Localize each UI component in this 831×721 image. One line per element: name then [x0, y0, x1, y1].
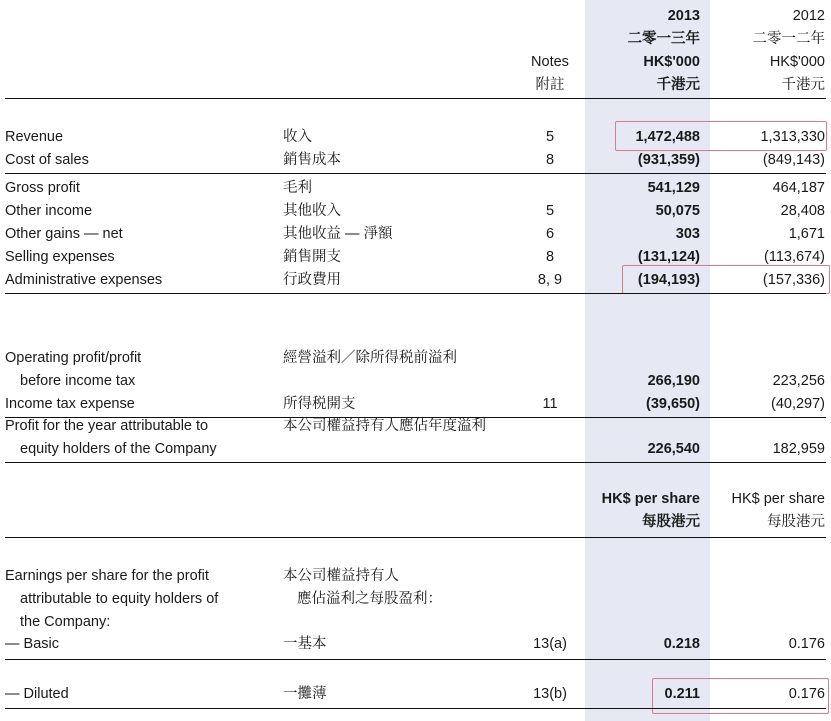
row-other-gains-label-zh: 其他收益 — 淨額: [283, 226, 393, 242]
row-revenue-2013: 1,472,488: [635, 129, 700, 145]
row-selling-label-zh: 銷售開支: [283, 249, 341, 265]
row-op-profit-label-1: Operating profit/profit: [5, 350, 142, 366]
row-op-profit-label-zh: 經營溢利／除所得税前溢利: [283, 350, 457, 366]
per-share-2012-unit: HK$ per share: [731, 491, 825, 507]
header-notes-zh: 附註: [535, 77, 565, 93]
eps-diluted-label: — Diluted: [5, 686, 69, 702]
eps-basic-2012: 0.176: [788, 636, 825, 652]
row-profit-year-2013: 226,540: [647, 441, 700, 457]
row-other-income-label-zh: 其他收入: [283, 203, 341, 219]
header-2012-unit-zh: 千港元: [781, 77, 825, 93]
highlight-revenue: [615, 121, 827, 151]
rule-after-admin: [5, 293, 826, 294]
row-gross-label: Gross profit: [5, 180, 80, 196]
row-other-gains-note: 6: [545, 226, 555, 242]
row-tax-2013: (39,650): [645, 396, 700, 412]
row-admin-label-zh: 行政費用: [283, 272, 341, 288]
header-2012-year: 2012: [792, 8, 825, 24]
eps-diluted-2013: 0.211: [664, 686, 700, 702]
row-gross-2013: 541,129: [647, 180, 700, 196]
header-2013-unit: HK$'000: [643, 54, 700, 70]
rule-after-basic: [5, 659, 826, 660]
row-revenue-note: 5: [545, 129, 555, 145]
row-admin-label: Administrative expenses: [5, 272, 163, 288]
eps-label-1: Earnings per share for the profit: [5, 568, 209, 584]
row-tax-2012: (40,297): [770, 396, 825, 412]
row-profit-year-label-1: Profit for the year attributable to: [5, 418, 209, 434]
row-cost-2012: (849,143): [762, 152, 825, 168]
row-tax-label-zh: 所得税開支: [283, 396, 356, 412]
row-profit-year-label-2: equity holders of the Company: [20, 441, 217, 457]
highlight-admin: [622, 265, 830, 294]
row-revenue-2012: 1,313,330: [760, 129, 825, 145]
row-cost-2013: (931,359): [637, 152, 700, 168]
per-share-2012-unit-zh: 每股港元: [767, 514, 825, 530]
row-tax-note: 11: [542, 396, 558, 412]
row-gross-2012: 464,187: [772, 180, 825, 196]
row-other-gains-label: Other gains — net: [5, 226, 123, 242]
row-other-gains-2013: 303: [675, 226, 700, 242]
header-2013-unit-zh: 千港元: [656, 77, 700, 93]
row-cost-label-zh: 銷售成本: [283, 152, 341, 168]
eps-label-3: the Company:: [20, 614, 111, 630]
row-other-gains-2012: 1,671: [788, 226, 825, 242]
row-op-profit-2012: 223,256: [772, 373, 825, 389]
eps-basic-2013: 0.218: [663, 636, 700, 652]
header-2013-year-zh: 二零一三年: [627, 31, 700, 47]
row-other-income-2013: 50,075: [655, 203, 700, 219]
header-2012-unit: HK$'000: [769, 54, 825, 70]
row-profit-year-label-zh: 本公司權益持有人應佔年度溢利: [283, 418, 486, 434]
row-selling-2012: (113,674): [764, 249, 825, 265]
header-2012-year-zh: 二零一二年: [752, 31, 825, 47]
row-admin-2013: (194,193): [637, 272, 700, 288]
current-year-column-shading: [585, 0, 710, 721]
row-cost-label: Cost of sales: [5, 152, 89, 168]
header-notes: Notes: [531, 54, 569, 70]
row-revenue-label-zh: 收入: [283, 129, 312, 145]
rule-after-per-share-header: [5, 537, 826, 538]
header-2013-year: 2013: [667, 8, 700, 24]
eps-label-2: attributable to equity holders of: [20, 591, 219, 607]
row-admin-2012: (157,336): [762, 272, 825, 288]
eps-diluted-2012: 0.176: [788, 686, 825, 702]
per-share-2013-unit-zh: 每股港元: [642, 514, 700, 530]
row-cost-note: 8: [545, 152, 555, 168]
rule-after-diluted: [5, 708, 826, 709]
eps-diluted-label-zh: 一攤薄: [283, 686, 327, 702]
eps-label-zh-1: 本公司權益持有人: [283, 568, 399, 584]
eps-diluted-note: 13(b): [533, 686, 567, 702]
row-gross-label-zh: 毛利: [283, 180, 312, 196]
row-op-profit-2013: 266,190: [647, 373, 700, 389]
eps-basic-label-zh: 一基本: [283, 636, 327, 652]
row-admin-note: 8, 9: [537, 272, 563, 288]
row-profit-year-2012: 182,959: [772, 441, 825, 457]
eps-basic-label: — Basic: [5, 636, 59, 652]
row-other-income-label: Other income: [5, 203, 93, 219]
row-op-profit-label-2: before income tax: [20, 373, 136, 389]
eps-label-zh-2: 應佔溢利之每股盈利：: [297, 591, 442, 607]
per-share-2013-unit: HK$ per share: [601, 491, 700, 507]
row-revenue-label: Revenue: [5, 129, 64, 145]
row-other-income-2012: 28,408: [780, 203, 825, 219]
row-other-income-note: 5: [545, 203, 555, 219]
row-selling-note: 8: [545, 249, 555, 265]
eps-basic-note: 13(a): [533, 636, 567, 652]
header-rule: [5, 98, 826, 99]
rule-after-cost: [5, 173, 826, 174]
row-selling-label: Selling expenses: [5, 249, 115, 265]
row-tax-label: Income tax expense: [5, 396, 135, 412]
row-selling-2013: (131,124): [637, 249, 700, 265]
rule-after-profit-year: [5, 462, 826, 463]
